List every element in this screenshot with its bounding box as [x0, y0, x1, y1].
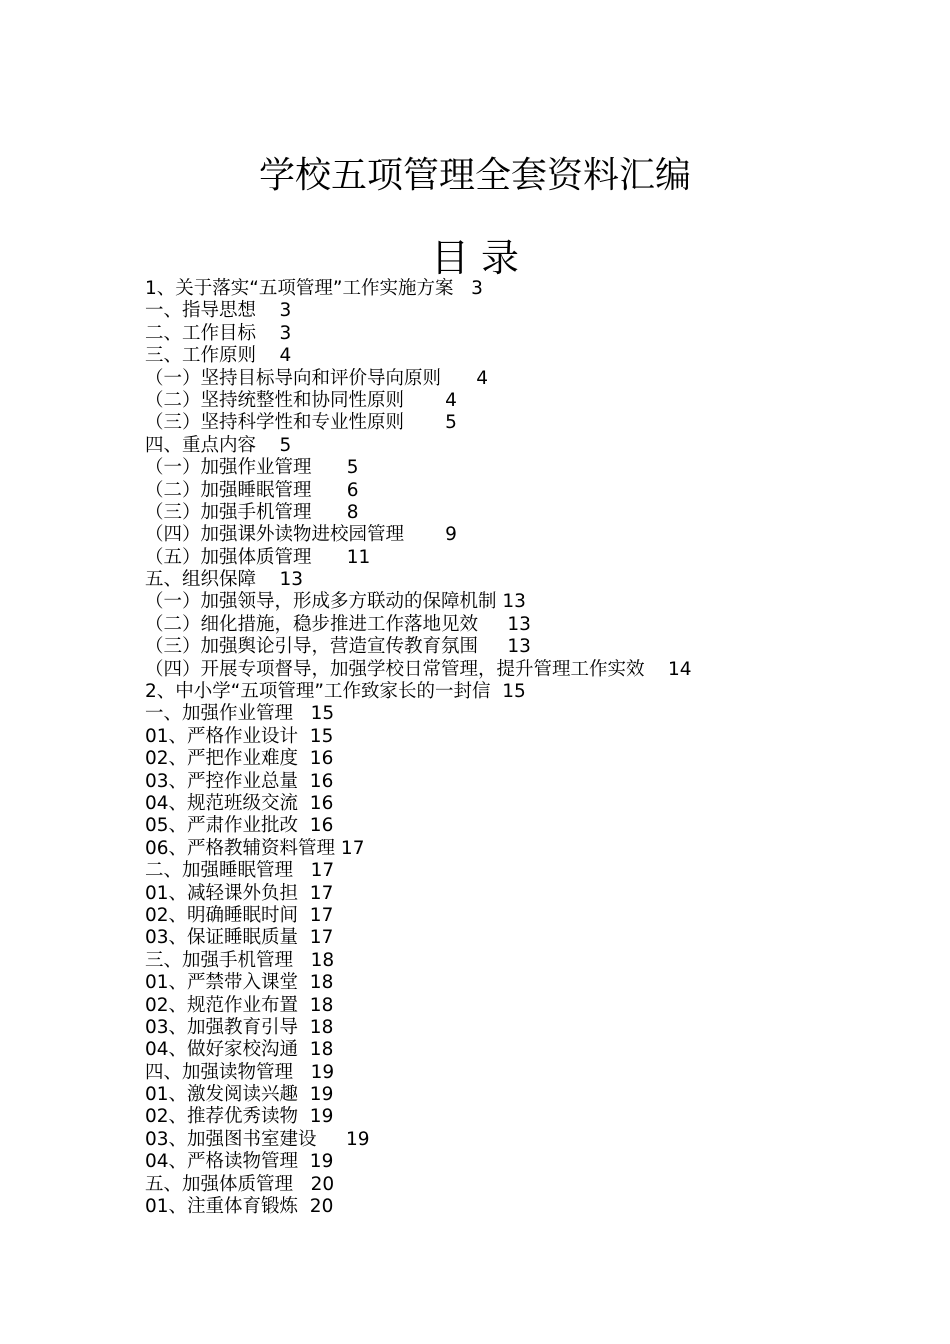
toc-entry: 02、推荐优秀读物 19 [145, 1106, 334, 1128]
document-title: 学校五项管理全套资料汇编 [258, 155, 691, 196]
toc-entry: 四、加强读物管理 19 [145, 1061, 335, 1083]
toc-entry: 三、工作原则 4 [145, 345, 292, 367]
toc-entry: （三）坚持科学性和专业性原则 5 [145, 412, 457, 434]
toc-entry: 02、明确睡眠时间 17 [145, 904, 334, 926]
toc-entry: 02、严把作业难度 16 [145, 748, 334, 770]
toc-entry: 四、重点内容 5 [145, 434, 292, 456]
toc-entry: （二）坚持统整性和协同性原则 4 [145, 389, 457, 411]
toc-entry: 一、加强作业管理 15 [145, 703, 335, 725]
toc-entry: 03、保证睡眠质量 17 [145, 927, 334, 949]
toc-entry: （二）加强睡眠管理 6 [145, 479, 359, 501]
toc-entry: 03、加强图书室建设 19 [145, 1128, 370, 1150]
toc-entry: （二）细化措施，稳步推进工作落地见效 13 [145, 613, 531, 635]
toc-entry: 2、中小学“五项管理”工作致家长的一封信 15 [145, 681, 526, 703]
toc-entry: 二、加强睡眠管理 17 [145, 860, 335, 882]
toc-entry: 01、注重体育锻炼 20 [145, 1196, 334, 1218]
toc-entry: 04、做好家校沟通 18 [145, 1039, 334, 1061]
toc-entry: 06、严格教辅资料管理 17 [145, 837, 365, 859]
toc-entry: 二、工作目标 3 [145, 322, 292, 344]
toc-entry: （一）加强作业管理 5 [145, 457, 359, 479]
toc-entry: （一）加强领导，形成多方联动的保障机制 13 [145, 591, 526, 613]
toc-entry: 03、严控作业总量 16 [145, 770, 334, 792]
toc-entry: （四）开展专项督导，加强学校日常管理，提升管理工作实效 14 [145, 658, 692, 680]
toc-entry: （一）坚持目标导向和评价导向原则 4 [145, 367, 489, 389]
toc-entry: 04、规范班级交流 16 [145, 792, 334, 814]
toc-entry: 五、组织保障 13 [145, 569, 304, 591]
toc-heading: 目 录 [430, 236, 520, 280]
toc-entry: 三、加强手机管理 18 [145, 949, 335, 971]
toc-entry: （三）加强手机管理 8 [145, 501, 359, 523]
toc-entry: 05、严肃作业批改 16 [145, 815, 334, 837]
table-of-contents [145, 278, 845, 1218]
toc-entry: 04、严格读物管理 19 [145, 1151, 334, 1173]
toc-entry: 03、加强教育引导 18 [145, 1016, 334, 1038]
toc-entry: 五、加强体质管理 20 [145, 1173, 335, 1195]
toc-entry: 01、严禁带入课堂 18 [145, 972, 334, 994]
toc-entry: （四）加强课外读物进校园管理 9 [145, 524, 457, 546]
toc-entry: 01、激发阅读兴趣 19 [145, 1084, 334, 1106]
toc-entry: 1、关于落实“五项管理”工作实施方案 3 [145, 278, 483, 299]
toc-entry: 02、规范作业布置 18 [145, 994, 334, 1016]
toc-entry: 一、指导思想 3 [145, 300, 292, 322]
toc-entry: 01、严格作业设计 15 [145, 725, 334, 747]
toc-entry: （三）加强舆论引导，营造宣传教育氛围 13 [145, 636, 531, 658]
toc-entry: 01、减轻课外负担 17 [145, 882, 334, 904]
toc-entry: （五）加强体质管理 11 [145, 546, 371, 568]
